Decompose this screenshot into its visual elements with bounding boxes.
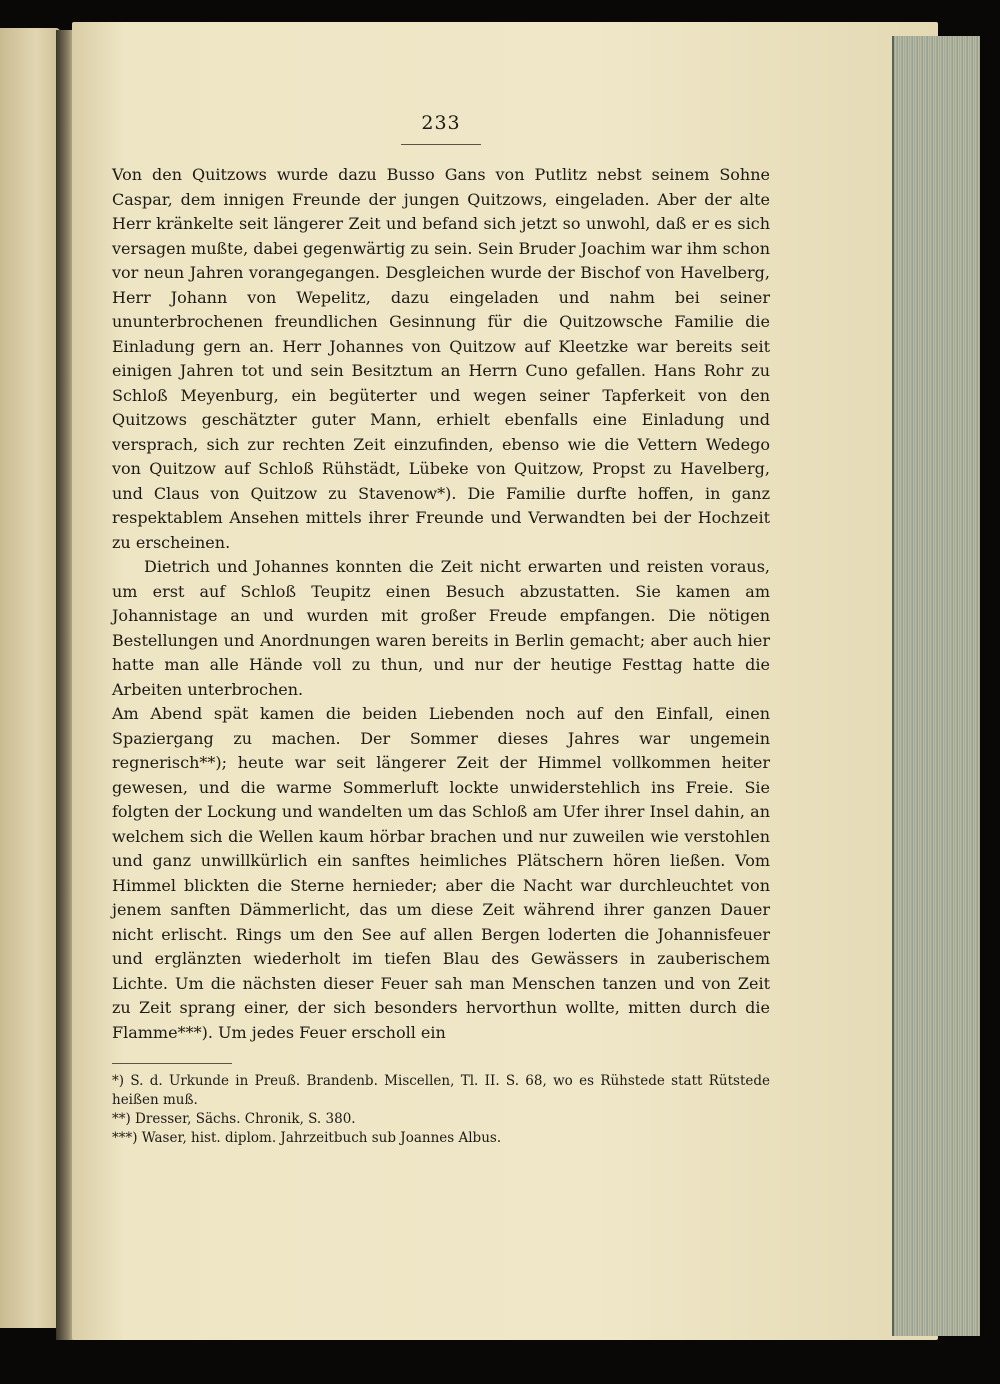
paragraph-1: Von den Quitzows wurde dazu Busso Gans von Putlitz nebst seinem Sohne Caspar, dem innigen Freunde der jungen Quitzows, eingeladen. Aber der alte Herr kränkelte seit längerer Zeit und befand sich jetzt so unwohl, daß er es sich versagen mußte, dabei gegenwärtig zu sein. Sein Bruder Joachim war ihm schon vor neun Jahren vorangegangen. Desgleichen wurde der Bischof von Havelberg, Herr Johann von Wepelitz, dazu eingeladen und nahm bei seiner ununterbrochenen freundlichen Gesinnung für die Quitzowsche Familie die Einladung gern an. Herr Johannes von Quitzow auf Kleetzke war bereits seit einigen Jahren tot und sein Besitztum an Herrn Cuno gefallen. Hans Rohr zu Schloß Meyenburg, ein begüterter und wegen seiner Tapferkeit von den Quitzows geschätzter guter Mann, erhielt ebenfalls eine Einladung und versprach, sich zur rechten Zeit einzufinden, ebenso wie die Vettern Wedego von Quitzow auf Schloß Rühstädt, Lübeke von Quitzow, Propst zu Havelberg, und Claus von Quitzow zu Stavenow*). Die Familie durfte hoffen, in ganz respektablem Ansehen mittels ihrer Freunde und Verwandten bei der Hochzeit zu erscheinen. bbox=[112, 165, 770, 552]
footnote-2: **) Dresser, Sächs. Chronik, S. 380. bbox=[112, 1111, 356, 1127]
footnote-rule bbox=[112, 1063, 232, 1064]
header-rule bbox=[401, 144, 481, 145]
footnote-1: *) S. d. Urkunde in Preuß. Brandenb. Miscellen, Tl. II. S. 68, wo es Rühstede statt Rütstede heißen muß. bbox=[112, 1073, 770, 1108]
page-number: 233 bbox=[421, 112, 461, 134]
paragraph-2: Dietrich und Johannes konnten die Zeit nicht erwarten und reisten voraus, um erst auf Schloß Teupitz einen Besuch abzustatten. Sie kamen am Johannistage an und wurden mit großer Freude empfangen. Die nötigen Bestellungen und Anordnungen waren bereits in Berlin gemacht; aber auch hier hatte man alle Hände voll zu thun, und nur der heutige Festtag hatte die Arbeiten unterbrochen. bbox=[112, 557, 770, 699]
footnote-3: ***) Waser, hist. diplom. Jahrzeitbuch sub Joannes Albus. bbox=[112, 1130, 502, 1146]
page-stack-edge bbox=[892, 36, 980, 1336]
paragraph-3: Am Abend spät kamen die beiden Liebenden noch auf den Einfall, einen Spaziergang zu machen. Der Sommer dieses Jahres war ungemein regnerisch**); heute war seit längerer Zeit der Himmel vollkommen heiter gewesen, und die warme Sommerluft lockte unwiderstehlich ins Freie. Sie folgten der Lockung und wandelten um das Schloß am Ufer ihrer Insel dahin, an welchem sich die Wellen kaum hörbar brachen und nur zuweilen wie verstohlen und ganz unwillkürlich ein sanftes heimliches Plätschern hören ließen. Vom Himmel blickten die Sterne hernieder; aber die Nacht war durchleuchtet von jenem sanften Dämmerlicht, das um diese Zeit während ihrer ganzen Dauer nicht erlischt. Rings um den See auf allen Bergen loderten die Johannisfeuer und erglänzten wiederholt im tiefen Blau des Gewässers in zauberischem Lichte. Um die nächsten dieser Feuer sah man Menschen tanzen und von Zeit zu Zeit sprang einer, der sich besonders hervorthun wollte, mitten durch die Flamme***). Um jedes Feuer erscholl ein bbox=[112, 704, 770, 1042]
left-page-edge bbox=[0, 28, 60, 1328]
page-content bbox=[112, 112, 770, 1148]
